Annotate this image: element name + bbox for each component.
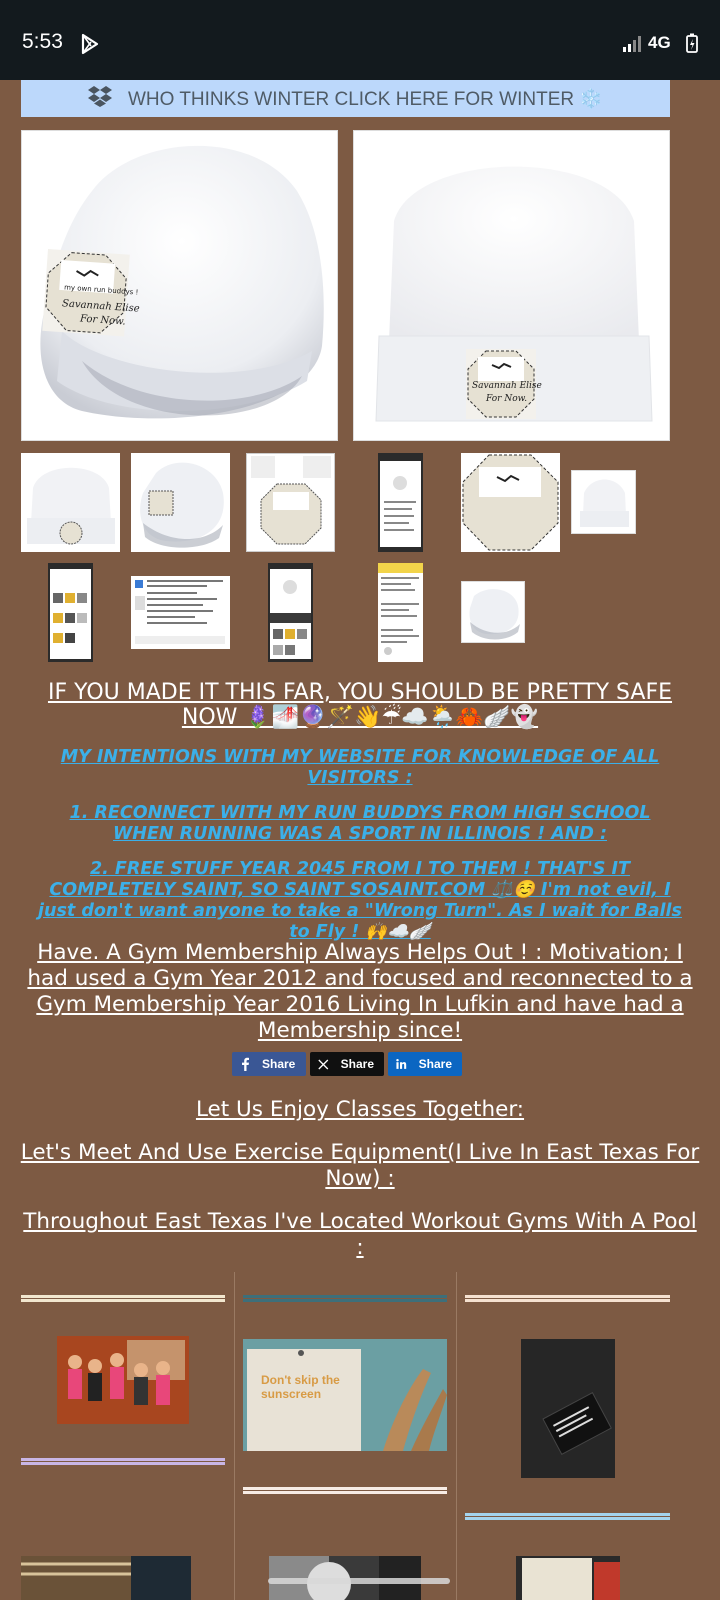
gym-group-photo[interactable] (57, 1336, 189, 1424)
divider-line (21, 1458, 225, 1465)
headline-safe-now[interactable]: IF YOU MADE IT THIS FAR, YOU SHOULD BE PRETTY SAFE NOW 🪻🌁🔮🪄👋☔☁️🌦️🦀🪽👻 (47, 680, 673, 730)
status-time: 5:53 (22, 30, 63, 53)
thumbnail-1[interactable] (21, 453, 120, 552)
banner-text: WHO THINKS WINTER CLICK HERE FOR WINTER ❄️ (127, 88, 604, 110)
thumbnail-10-screenshot[interactable] (378, 563, 423, 662)
status-bar (0, 0, 720, 80)
thumbnail-4-screenshot[interactable] (378, 453, 423, 552)
linkedin-share-label: Share (418, 1057, 452, 1071)
play-store-icon (80, 33, 100, 59)
x-share-button[interactable] (310, 1052, 384, 1076)
linkedin-share-button[interactable] (388, 1052, 462, 1076)
linkedin-icon (396, 1058, 407, 1070)
signal-icon (622, 34, 644, 56)
facebook-share-label: Share (262, 1057, 296, 1071)
network-type: 4G (648, 33, 671, 52)
gym-membership-paragraph[interactable]: Have. A Gym Membership Always Helps Out ! : Motivation; I had used a Gym Year 2012 and focused and reconnected to a Gym Membership Year 2016 Living In Lufkin and have had a Membership since! (27, 940, 693, 1043)
winter-banner-link[interactable] (21, 80, 670, 117)
notebook-photo[interactable] (521, 1339, 615, 1478)
dropbox-icon (88, 85, 112, 113)
poster-photo[interactable] (516, 1556, 620, 1600)
facebook-share-button[interactable] (232, 1052, 306, 1076)
thumbnail-6[interactable] (571, 470, 636, 534)
intentions-title-link[interactable]: MY INTENTIONS WITH MY WEBSITE FOR KNOWLEDGE OF ALL VISITORS : (60, 747, 660, 788)
divider-line (21, 1295, 225, 1302)
thumbnail-7-screenshot[interactable] (48, 563, 93, 662)
tag-name-line2: For Now. (79, 313, 127, 328)
equipment-heading-link[interactable]: Let's Meet And Use Exercise Equipment(I Live In East Texas For Now) : (20, 1140, 700, 1191)
product-image-beanie-back[interactable] (353, 130, 670, 441)
divider-line (243, 1295, 447, 1302)
x-share-label: Share (340, 1057, 374, 1071)
thumbnail-2[interactable] (131, 453, 230, 552)
gesture-home-bar[interactable] (268, 1578, 450, 1584)
thumbnail-9-screenshot[interactable] (268, 563, 313, 662)
facebook-icon (240, 1057, 250, 1071)
share-buttons (232, 1052, 462, 1076)
gym-interior-photo[interactable] (21, 1556, 191, 1600)
battery-charging-icon (686, 33, 698, 57)
divider-line (465, 1295, 670, 1302)
thumbnail-3[interactable] (246, 453, 335, 552)
thumbnail-8-screenshot[interactable] (131, 576, 230, 649)
classes-heading-link[interactable]: Let Us Enjoy Classes Together: (195, 1097, 525, 1122)
thumbnail-5-tag[interactable] (461, 453, 560, 552)
intention-2-link[interactable]: 2. FREE STUFF YEAR 2045 FROM I TO THEM ! THAT'S IT COMPLETELY SAINT, SO SAINT SOSAINT.COM ⚖️☺️ I'm not evil, I just don't want anyone to take a "Wrong Turn". As I wait for Balls to Fly ! 🙌☁️🪽 (38, 859, 682, 942)
sunscreen-photo[interactable] (243, 1339, 447, 1451)
divider-line (465, 1513, 670, 1520)
product-image-beanie-front[interactable] (21, 130, 338, 441)
tag-name-line2-back: For Now. (486, 394, 528, 404)
column-divider (234, 1272, 235, 1600)
divider-line (243, 1487, 447, 1494)
pools-heading-link[interactable]: Throughout East Texas I've Located Workout Gyms With A Pool : (23, 1209, 697, 1260)
x-icon (318, 1058, 329, 1071)
thumbnail-11[interactable] (461, 581, 525, 643)
intention-1-link[interactable]: 1. RECONNECT WITH MY RUN BUDDYS FROM HIGH SCHOOL WHEN RUNNING WAS A SPORT IN ILLINOIS ! AND : (69, 803, 651, 844)
column-divider (456, 1272, 457, 1600)
tag-name-line1-back: Savannah Elise (472, 381, 542, 391)
sunscreen-card-text: Don't skip the sunscreen (261, 1373, 340, 1401)
tag-name-line1: Savannah Elise (61, 298, 140, 315)
tag-label: my own run buddys ! (63, 283, 139, 297)
